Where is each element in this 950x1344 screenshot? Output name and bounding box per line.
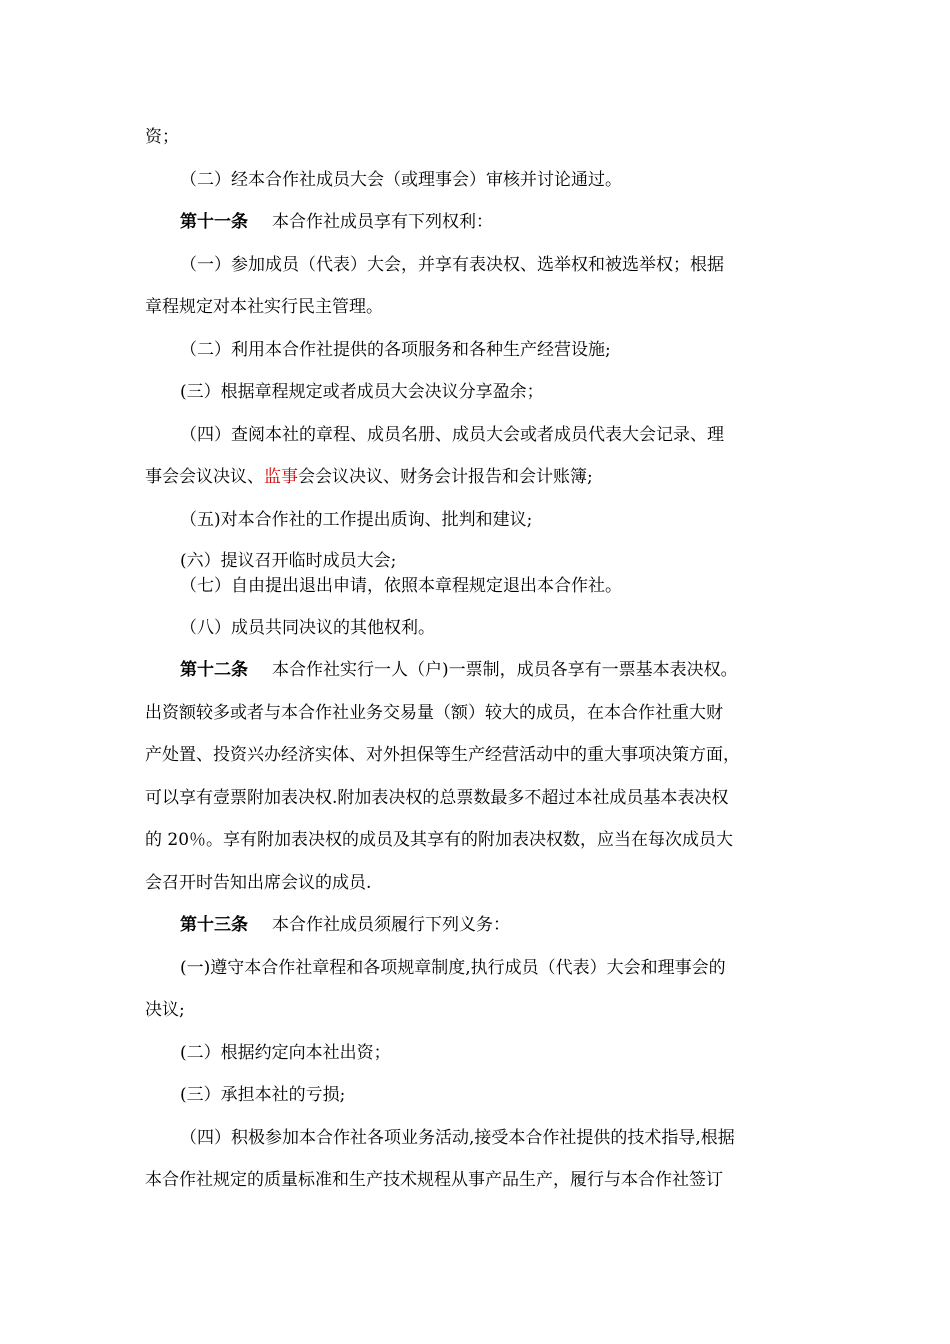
- article-heading: 第十三条: [180, 915, 248, 935]
- text-line: （五)对本合作社的工作提出质询、批判和建议;: [180, 510, 533, 530]
- article-heading: 第十一条: [180, 212, 248, 232]
- article-text: 本合作社实行一人（户)一票制，成员各享有一票基本表决权。: [272, 660, 738, 680]
- text-line: （七）自由提出退出申请，依照本章程规定退出本合作社。: [180, 576, 622, 596]
- text-line: (二）根据约定向本社出资；: [180, 1043, 391, 1063]
- text-span: 事会会议决议、: [145, 467, 264, 487]
- highlighted-term: 监事: [264, 467, 298, 487]
- text-line: 可以享有壹票附加表决权.附加表决权的总票数最多不超过本社成员基本表决权: [145, 788, 729, 808]
- text-span: 会会议决议、财务会计报告和会计账簿;: [298, 467, 593, 487]
- text-line: 的 20％。享有附加表决权的成员及其享有的附加表决权数，应当在每次成员大: [145, 830, 734, 850]
- article-11: [180, 210, 493, 234]
- text-line: 章程规定对本社实行民主管理。: [145, 297, 383, 317]
- text-line: （二）利用本合作社提供的各项服务和各种生产经营设施;: [180, 340, 611, 360]
- text-line: (六）提议召开临时成员大会;: [180, 551, 397, 571]
- text-line: 出资额较多或者与本合作社业务交易量（额）较大的成员，在本合作社重大财: [145, 703, 723, 723]
- text-line: （二）经本合作社成员大会（或理事会）审核并讨论通过。: [180, 170, 622, 190]
- text-line: (一)遵守本合作社章程和各项规章制度,执行成员（代表）大会和理事会的: [180, 958, 726, 978]
- text-line: 资；: [145, 127, 179, 147]
- text-line: （四）查阅本社的章程、成员名册、成员大会或者成员代表大会记录、理: [180, 425, 724, 445]
- text-line: (三）承担本社的亏损;: [180, 1085, 346, 1105]
- text-line: (三）根据章程规定或者成员大会决议分享盈余；: [180, 382, 544, 402]
- article-text: 本合作社成员须履行下列义务：: [272, 915, 510, 935]
- text-line: （八）成员共同决议的其他权利。: [180, 618, 435, 638]
- text-line: （四）积极参加本合作社各项业务活动,接受本合作社提供的技术指导,根据: [180, 1128, 735, 1148]
- text-line: 会召开时告知出席会议的成员.: [145, 873, 372, 893]
- text-line: [145, 465, 593, 489]
- text-line: 本合作社规定的质量标准和生产技术规程从事产品生产，履行与本合作社签订: [145, 1170, 723, 1190]
- article-13: [180, 913, 510, 937]
- text-line: （一）参加成员（代表）大会，并享有表决权、选举权和被选举权；根据: [180, 255, 724, 275]
- text-line: 产处置、投资兴办经济实体、对外担保等生产经营活动中的重大事项决策方面，: [145, 745, 740, 765]
- article-text: 本合作社成员享有下列权利：: [272, 212, 493, 232]
- article-heading: 第十二条: [180, 660, 248, 680]
- article-12: [180, 658, 738, 682]
- text-line: 决议;: [145, 1000, 185, 1020]
